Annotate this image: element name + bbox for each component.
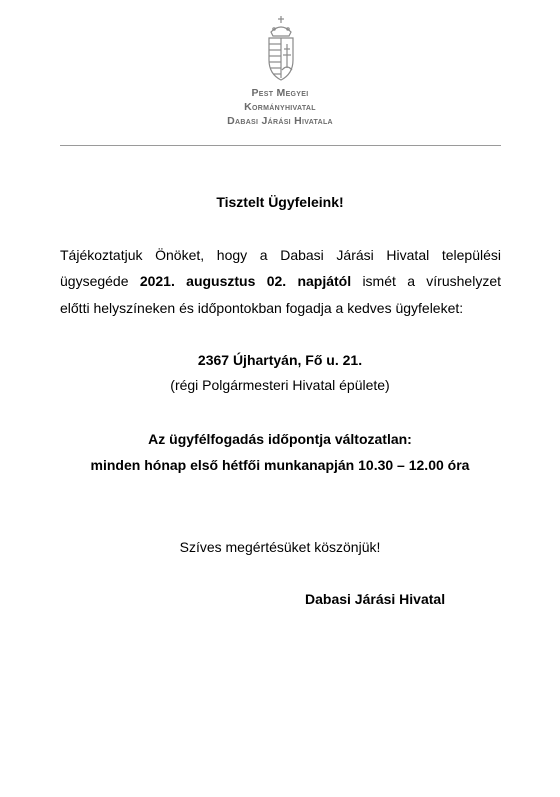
paragraph-text: ismét a vírushelyzet: [351, 273, 501, 289]
reception-title: Az ügyfélfogadás időpontja változatlan:: [148, 431, 412, 447]
closing-thanks: Szíves megértésüket köszönjük!: [179, 539, 381, 555]
start-date: 2021. augusztus 02. napjától: [139, 273, 352, 289]
signature: Dabasi Járási Hivatal: [305, 591, 446, 607]
address-note: (régi Polgármesteri Hivatal épülete): [170, 377, 390, 393]
header-office: Kormányhivatal: [244, 101, 316, 113]
reception-time: minden hónap első hétfői munkanapján 10.30 – 12.00 óra: [90, 457, 470, 473]
address: 2367 Újhartyán, Fő u. 21.: [197, 352, 363, 368]
header-divider: [60, 145, 501, 146]
header-county: Pest Megyei: [251, 87, 309, 99]
paragraph-line-2: [60, 273, 501, 289]
coat-of-arms-icon: [262, 14, 300, 84]
paragraph-text: ügysegéde: [60, 273, 140, 289]
paragraph-line-3: előtti helyszíneken és időpontokban fogadja a kedves ügyfeleket:: [60, 300, 464, 316]
header-district-office: Dabasi Járási Hivatala: [227, 115, 333, 127]
greeting: Tisztelt Ügyfeleink!: [216, 194, 344, 210]
paragraph-line-1: Tájékoztatjuk Önöket, hogy a Dabasi Járási Hivatal települési: [60, 247, 501, 263]
